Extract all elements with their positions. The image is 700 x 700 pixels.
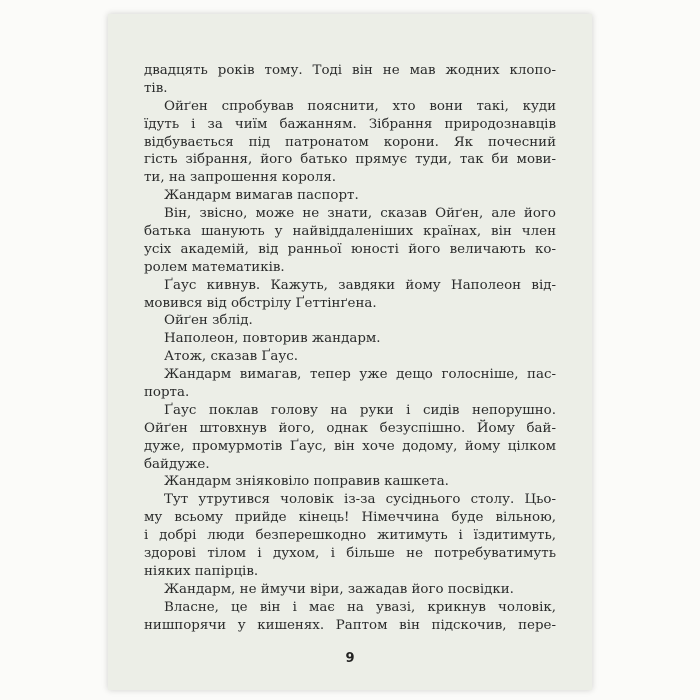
text-line: Він, звісно, може не знати, сказав Ойґен, але його — [164, 206, 556, 222]
text-line: Наполеон, повторив жандарм. — [164, 331, 381, 347]
body-text — [144, 62, 556, 635]
text-line: усіх академій, від ранньої юності його величають ко- — [144, 241, 556, 257]
text-line: Ґаус поклав голову на руки і сидів непорушно. — [164, 402, 556, 418]
text-line: здорові тілом і духом, і більше не потребуватимуть — [144, 546, 556, 562]
text-line: ролем математиків. — [144, 259, 285, 275]
text-line: Власне, це він і має на увазі, крикнув чоловік, — [164, 599, 556, 615]
text-line: Атож, сказав Ґаус. — [164, 349, 298, 365]
text-line: гість зібрання, його батько прямує туди, так би мови- — [144, 152, 556, 168]
text-line: Жандарм вимагав паспорт. — [164, 188, 359, 204]
text-line: їдуть і за чиїм бажанням. Зібрання природознавців — [144, 116, 556, 132]
text-line: ніяких папірців. — [144, 563, 259, 579]
page-number: 9 — [345, 651, 355, 666]
text-line: мовився від обстрілу Ґеттінґена. — [144, 295, 377, 311]
text-line: нишпорячи у кишенях. Раптом він підскочив, пере- — [144, 617, 556, 633]
text-line: Ойґен зблід. — [164, 313, 253, 329]
text-line: ти, на запрошення короля. — [144, 170, 337, 186]
text-line: порта. — [144, 385, 190, 401]
text-line: Жандарм, не ймучи віри, зажадав його посвідки. — [164, 581, 514, 597]
text-line: му всьому прийде кінець! Німеччина буде вільною, — [144, 510, 556, 526]
text-line: Ґаус кивнув. Кажуть, завдяки йому Наполеон від- — [164, 277, 556, 293]
text-line: Тут утрутився чоловік із-за сусіднього столу. Цьо- — [164, 492, 556, 508]
text-line: Жандарм вимагав, тепер уже дещо голосніше, пас- — [164, 367, 556, 383]
text-line: батька шанують у найвіддаленіших країнах, він член — [144, 224, 556, 240]
text-line: Жандарм зніяковіло поправив кашкета. — [164, 474, 449, 490]
text-line: тів. — [144, 80, 168, 96]
text-line: відбувається під патронатом корони. Як почесний — [144, 134, 556, 150]
text-line: Ойґен спробував пояснити, хто вони такі, куди — [164, 98, 556, 114]
text-line: дуже, промурмотів Ґаус, він хоче додому, йому цілком — [144, 438, 556, 454]
text-line: Ойґен штовхнув його, однак безуспішно. Йому бай- — [144, 420, 556, 436]
text-line: двадцять років тому. Тоді він не мав жодних клопо- — [144, 63, 556, 78]
text-line: і добрі люди безперешкодно житимуть і їздитимуть, — [144, 528, 556, 544]
text-line: байдуже. — [144, 456, 210, 472]
